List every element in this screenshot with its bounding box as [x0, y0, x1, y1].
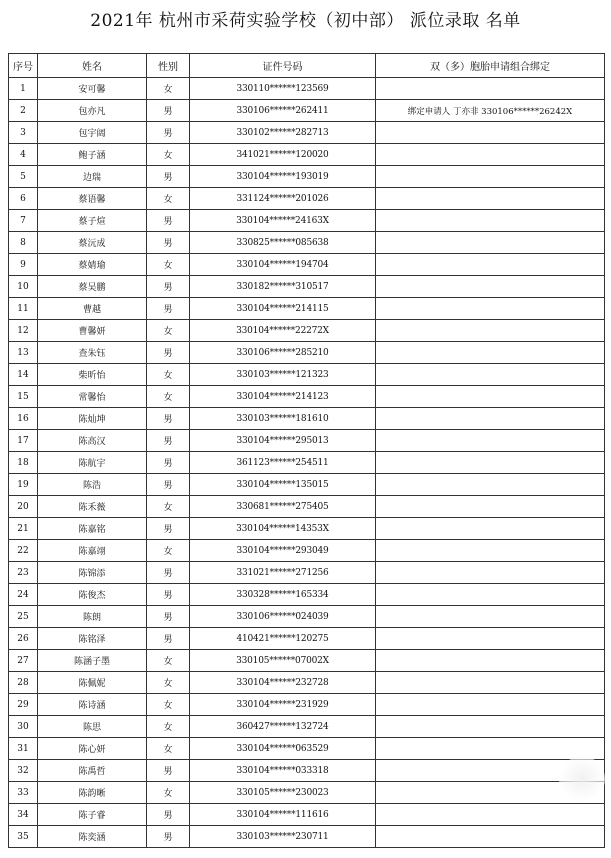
- cell-gender: 男: [147, 342, 190, 364]
- cell-no: 35: [9, 826, 38, 848]
- cell-gender: 男: [147, 122, 190, 144]
- header-no: 序号: [9, 54, 38, 78]
- table-row: [9, 386, 605, 408]
- cell-name: 包亦凡: [38, 100, 147, 122]
- cell-id-number: 410421******120275: [190, 628, 376, 650]
- cell-twin-binding: [376, 606, 605, 628]
- cell-id-number: 360427******132724: [190, 716, 376, 738]
- cell-name: 包宇阔: [38, 122, 147, 144]
- cell-twin-binding: [376, 496, 605, 518]
- cell-id-number: 330328******165334: [190, 584, 376, 606]
- table-row: [9, 78, 605, 100]
- cell-no: 18: [9, 452, 38, 474]
- cell-name: 陈灿坤: [38, 408, 147, 430]
- cell-gender: 女: [147, 694, 190, 716]
- cell-name: 陈诗涵: [38, 694, 147, 716]
- cell-gender: 男: [147, 628, 190, 650]
- cell-no: 14: [9, 364, 38, 386]
- cell-name: 安可馨: [38, 78, 147, 100]
- cell-twin-binding: 绑定申请人 丁亦非 330106******26242X: [376, 100, 605, 122]
- table-row: [9, 232, 605, 254]
- cell-name: 蔡婧瑜: [38, 254, 147, 276]
- table-row: [9, 562, 605, 584]
- header-name: 姓名: [38, 54, 147, 78]
- cell-no: 33: [9, 782, 38, 804]
- cell-twin-binding: [376, 122, 605, 144]
- cell-no: 24: [9, 584, 38, 606]
- cell-gender: 男: [147, 100, 190, 122]
- cell-name: 陈朗: [38, 606, 147, 628]
- cell-gender: 女: [147, 650, 190, 672]
- cell-name: 蔡语馨: [38, 188, 147, 210]
- cell-twin-binding: [376, 386, 605, 408]
- cell-twin-binding: [376, 826, 605, 848]
- cell-twin-binding: [376, 232, 605, 254]
- cell-id-number: 330104******214123: [190, 386, 376, 408]
- cell-no: 28: [9, 672, 38, 694]
- table-row: [9, 320, 605, 342]
- table-row: [9, 254, 605, 276]
- cell-gender: 男: [147, 760, 190, 782]
- cell-twin-binding: [376, 518, 605, 540]
- cell-name: 陈奕涵: [38, 826, 147, 848]
- table-row: [9, 738, 605, 760]
- cell-name: 陈嘉翊: [38, 540, 147, 562]
- cell-twin-binding: [376, 694, 605, 716]
- cell-name: 陈心妍: [38, 738, 147, 760]
- cell-no: 26: [9, 628, 38, 650]
- cell-gender: 男: [147, 804, 190, 826]
- cell-twin-binding: [376, 540, 605, 562]
- cell-id-number: 330104******033318: [190, 760, 376, 782]
- cell-no: 29: [9, 694, 38, 716]
- cell-no: 4: [9, 144, 38, 166]
- cell-gender: 女: [147, 672, 190, 694]
- table-row: [9, 474, 605, 496]
- table-row: [9, 210, 605, 232]
- table-row: [9, 716, 605, 738]
- cell-name: 蔡吴鹏: [38, 276, 147, 298]
- cell-no: 20: [9, 496, 38, 518]
- cell-name: 陈浩: [38, 474, 147, 496]
- table-row: [9, 342, 605, 364]
- table-row: [9, 364, 605, 386]
- table-row: [9, 782, 605, 804]
- table-row: [9, 760, 605, 782]
- cell-twin-binding: [376, 320, 605, 342]
- cell-name: 陈俊杰: [38, 584, 147, 606]
- table-row: [9, 452, 605, 474]
- table-row: [9, 408, 605, 430]
- cell-name: 陈涵子墨: [38, 650, 147, 672]
- cell-id-number: 330104******14353X: [190, 518, 376, 540]
- cell-id-number: 330104******231929: [190, 694, 376, 716]
- cell-twin-binding: [376, 364, 605, 386]
- cell-id-number: 330104******135015: [190, 474, 376, 496]
- table-row: [9, 694, 605, 716]
- cell-gender: 女: [147, 254, 190, 276]
- cell-no: 2: [9, 100, 38, 122]
- header-id: 证件号码: [190, 54, 376, 78]
- cell-twin-binding: [376, 738, 605, 760]
- table-row: [9, 650, 605, 672]
- cell-no: 19: [9, 474, 38, 496]
- cell-no: 34: [9, 804, 38, 826]
- cell-twin-binding: [376, 144, 605, 166]
- cell-gender: 女: [147, 782, 190, 804]
- cell-gender: 女: [147, 364, 190, 386]
- cell-no: 7: [9, 210, 38, 232]
- cell-gender: 女: [147, 320, 190, 342]
- cell-gender: 男: [147, 210, 190, 232]
- cell-id-number: 330106******285210: [190, 342, 376, 364]
- cell-twin-binding: [376, 188, 605, 210]
- cell-id-number: 361123******254511: [190, 452, 376, 474]
- cell-twin-binding: [376, 628, 605, 650]
- cell-name: 陈子睿: [38, 804, 147, 826]
- cell-id-number: 330104******295013: [190, 430, 376, 452]
- cell-twin-binding: [376, 408, 605, 430]
- table-row: [9, 100, 605, 122]
- cell-no: 27: [9, 650, 38, 672]
- cell-twin-binding: [376, 650, 605, 672]
- cell-name: 陈禾薇: [38, 496, 147, 518]
- cell-gender: 男: [147, 474, 190, 496]
- cell-name: 陈高汉: [38, 430, 147, 452]
- table-row: [9, 804, 605, 826]
- table-row: [9, 540, 605, 562]
- table-body: [9, 78, 605, 848]
- watermark-logo: [559, 756, 605, 802]
- table-row: [9, 144, 605, 166]
- cell-twin-binding: [376, 672, 605, 694]
- cell-id-number: 330825******085638: [190, 232, 376, 254]
- admission-table: [8, 53, 605, 848]
- cell-name: 蔡子煊: [38, 210, 147, 232]
- cell-id-number: 330681******275405: [190, 496, 376, 518]
- cell-gender: 女: [147, 78, 190, 100]
- cell-id-number: 330104******063529: [190, 738, 376, 760]
- cell-gender: 女: [147, 738, 190, 760]
- cell-name: 陈铭泽: [38, 628, 147, 650]
- cell-twin-binding: [376, 166, 605, 188]
- cell-name: 常馨怡: [38, 386, 147, 408]
- cell-twin-binding: [376, 430, 605, 452]
- cell-no: 11: [9, 298, 38, 320]
- cell-id-number: 330104******111616: [190, 804, 376, 826]
- table-header-row: [9, 54, 605, 78]
- cell-twin-binding: [376, 562, 605, 584]
- cell-name: 边瑞: [38, 166, 147, 188]
- cell-gender: 男: [147, 276, 190, 298]
- cell-id-number: 330106******262411: [190, 100, 376, 122]
- table-row: [9, 188, 605, 210]
- table-row: [9, 826, 605, 848]
- cell-twin-binding: [376, 716, 605, 738]
- cell-gender: 男: [147, 232, 190, 254]
- cell-twin-binding: [376, 342, 605, 364]
- cell-name: 鲍子涵: [38, 144, 147, 166]
- cell-twin-binding: [376, 584, 605, 606]
- cell-id-number: 341021******120020: [190, 144, 376, 166]
- cell-id-number: 330103******181610: [190, 408, 376, 430]
- cell-no: 17: [9, 430, 38, 452]
- cell-no: 30: [9, 716, 38, 738]
- cell-id-number: 331124******201026: [190, 188, 376, 210]
- cell-id-number: 330106******024039: [190, 606, 376, 628]
- cell-id-number: 330104******22272X: [190, 320, 376, 342]
- cell-twin-binding: [376, 474, 605, 496]
- cell-name: 陈航宇: [38, 452, 147, 474]
- header-twin-binding: 双（多）胞胎申请组合绑定: [376, 54, 605, 78]
- cell-no: 16: [9, 408, 38, 430]
- cell-no: 21: [9, 518, 38, 540]
- cell-name: 陈禹哲: [38, 760, 147, 782]
- cell-twin-binding: [376, 298, 605, 320]
- page-title: 2021年 杭州市采荷实验学校（初中部） 派位录取 名单: [90, 11, 521, 31]
- cell-no: 6: [9, 188, 38, 210]
- cell-id-number: 330104******193019: [190, 166, 376, 188]
- cell-no: 31: [9, 738, 38, 760]
- cell-id-number: 330104******293049: [190, 540, 376, 562]
- cell-no: 3: [9, 122, 38, 144]
- cell-gender: 男: [147, 430, 190, 452]
- cell-id-number: 330102******282713: [190, 122, 376, 144]
- cell-id-number: 330104******194704: [190, 254, 376, 276]
- cell-no: 5: [9, 166, 38, 188]
- table-row: [9, 518, 605, 540]
- cell-name: 曹越: [38, 298, 147, 320]
- table-row: [9, 430, 605, 452]
- cell-name: 陈嘉铭: [38, 518, 147, 540]
- cell-gender: 男: [147, 166, 190, 188]
- cell-twin-binding: [376, 452, 605, 474]
- cell-no: 25: [9, 606, 38, 628]
- cell-gender: 男: [147, 606, 190, 628]
- cell-gender: 男: [147, 408, 190, 430]
- cell-id-number: 330104******214115: [190, 298, 376, 320]
- cell-name: 查朱钰: [38, 342, 147, 364]
- cell-id-number: 330182******310517: [190, 276, 376, 298]
- cell-no: 9: [9, 254, 38, 276]
- cell-name: 陈锦添: [38, 562, 147, 584]
- cell-id-number: 330103******121323: [190, 364, 376, 386]
- cell-id-number: 330105******230023: [190, 782, 376, 804]
- cell-twin-binding: [376, 804, 605, 826]
- cell-gender: 男: [147, 452, 190, 474]
- table-row: [9, 496, 605, 518]
- cell-id-number: 330105******07002X: [190, 650, 376, 672]
- header-gender: 性别: [147, 54, 190, 78]
- table-row: [9, 298, 605, 320]
- cell-twin-binding: [376, 276, 605, 298]
- cell-name: 柴昕怡: [38, 364, 147, 386]
- cell-gender: 女: [147, 386, 190, 408]
- cell-name: 陈佩妮: [38, 672, 147, 694]
- cell-name: 陈思: [38, 716, 147, 738]
- cell-id-number: 330103******230711: [190, 826, 376, 848]
- cell-id-number: 330104******24163X: [190, 210, 376, 232]
- cell-twin-binding: [376, 78, 605, 100]
- table-row: [9, 276, 605, 298]
- cell-gender: 女: [147, 188, 190, 210]
- cell-gender: 女: [147, 716, 190, 738]
- cell-no: 13: [9, 342, 38, 364]
- cell-id-number: 330104******232728: [190, 672, 376, 694]
- cell-no: 22: [9, 540, 38, 562]
- cell-id-number: 331021******271256: [190, 562, 376, 584]
- cell-gender: 男: [147, 518, 190, 540]
- table-row: [9, 606, 605, 628]
- cell-gender: 女: [147, 496, 190, 518]
- cell-gender: 男: [147, 298, 190, 320]
- cell-no: 32: [9, 760, 38, 782]
- cell-gender: 女: [147, 144, 190, 166]
- table-row: [9, 166, 605, 188]
- cell-gender: 男: [147, 826, 190, 848]
- cell-no: 10: [9, 276, 38, 298]
- cell-twin-binding: [376, 254, 605, 276]
- cell-name: 蔡沅成: [38, 232, 147, 254]
- cell-gender: 女: [147, 540, 190, 562]
- cell-name: 陈韵晰: [38, 782, 147, 804]
- table-row: [9, 122, 605, 144]
- table-row: [9, 584, 605, 606]
- cell-no: 12: [9, 320, 38, 342]
- cell-no: 1: [9, 78, 38, 100]
- cell-gender: 男: [147, 562, 190, 584]
- cell-no: 15: [9, 386, 38, 408]
- cell-no: 8: [9, 232, 38, 254]
- table-row: [9, 672, 605, 694]
- cell-no: 23: [9, 562, 38, 584]
- cell-name: 曹馨妍: [38, 320, 147, 342]
- table-row: [9, 628, 605, 650]
- cell-twin-binding: [376, 210, 605, 232]
- cell-gender: 男: [147, 584, 190, 606]
- cell-id-number: 330110******123569: [190, 78, 376, 100]
